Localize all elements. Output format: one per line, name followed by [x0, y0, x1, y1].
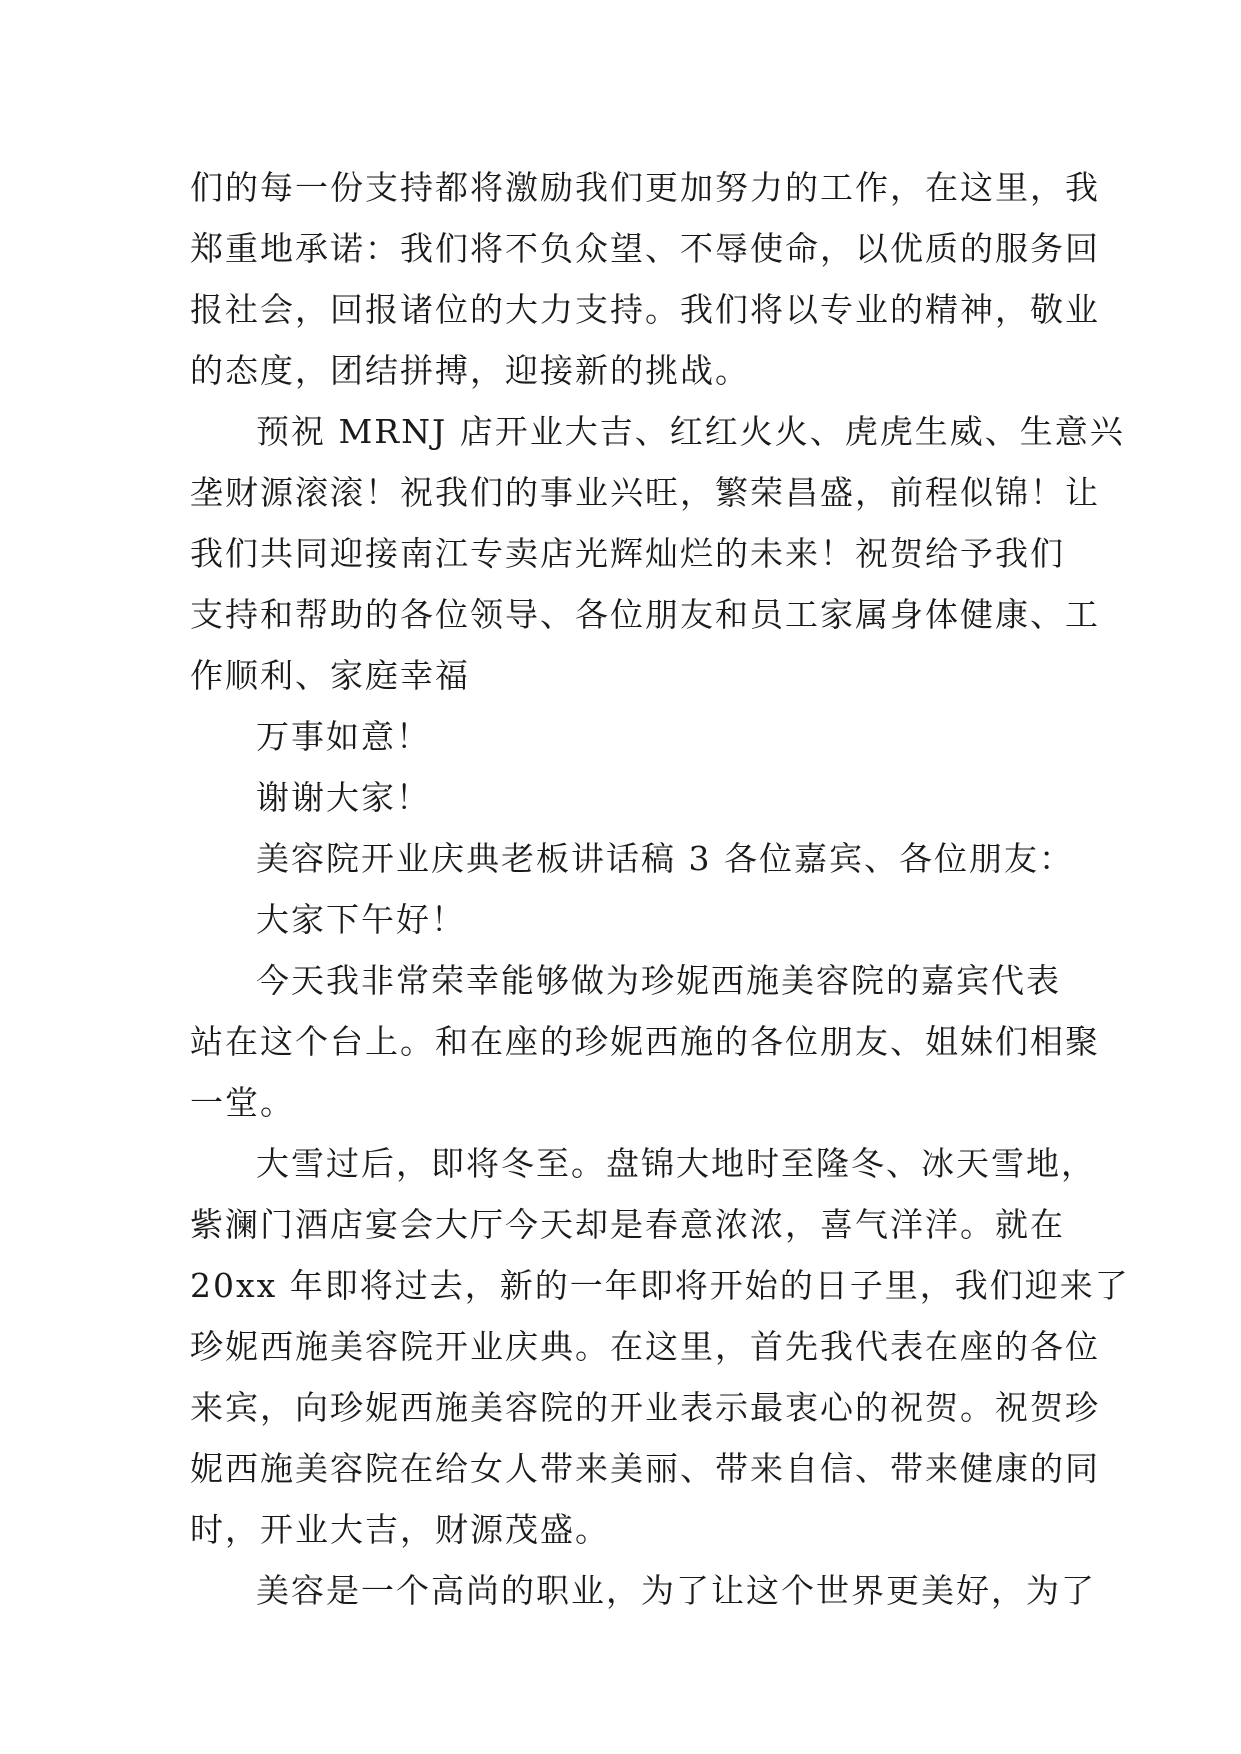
text-line: 来宾，向珍妮西施美容院的开业表示最衷心的祝贺。祝贺珍	[190, 1388, 1100, 1427]
text-line: 支持和帮助的各位领导、各位朋友和员工家属身体健康、工	[190, 595, 1100, 634]
text-line: 郑重地承诺：我们将不负众望、不辱使命，以优质的服务回	[190, 229, 1100, 268]
text-line: 我们共同迎接南江专卖店光辉灿烂的未来！祝贺给予我们	[190, 534, 1065, 573]
text-line: 一堂。	[190, 1083, 295, 1122]
text-line: 的态度，团结拼搏，迎接新的挑战。	[190, 351, 750, 390]
text-line: 万事如意！	[256, 717, 431, 756]
text-line: 珍妮西施美容院开业庆典。在这里，首先我代表在座的各位	[190, 1327, 1100, 1366]
text-line: 大雪过后，即将冬至。盘锦大地时至隆冬、冰天雪地，	[256, 1144, 1096, 1183]
text-line: 站在这个台上。和在座的珍妮西施的各位朋友、姐妹们相聚	[190, 1022, 1100, 1061]
text-line: 妮西施美容院在给女人带来美丽、带来自信、带来健康的同	[190, 1449, 1100, 1488]
text-line: 美容是一个高尚的职业，为了让这个世界更美好，为了	[256, 1571, 1096, 1610]
text-line: 作顺利、家庭幸福	[190, 656, 470, 695]
text-line: 20xx 年即将过去，新的一年即将开始的日子里，我们迎来了	[190, 1266, 1130, 1305]
text-line: 预祝 MRNJ 店开业大吉、红红火火、虎虎生威、生意兴	[256, 412, 1125, 451]
text-line: 紫澜门酒店宴会大厅今天却是春意浓浓，喜气洋洋。就在	[190, 1205, 1065, 1244]
text-line: 时，开业大吉，财源茂盛。	[190, 1510, 610, 1549]
section-heading-line: 美容院开业庆典老板讲话稿 3 各位嘉宾、各位朋友：	[256, 839, 1074, 878]
document-body	[190, 157, 1130, 1621]
text-line: 报社会，回报诸位的大力支持。我们将以专业的精神，敬业	[190, 290, 1100, 329]
text-line: 大家下午好！	[256, 900, 466, 939]
text-line: 谢谢大家！	[256, 778, 431, 817]
text-line: 今天我非常荣幸能够做为珍妮西施美容院的嘉宾代表	[256, 961, 1061, 1000]
text-line: 们的每一份支持都将激励我们更加努力的工作，在这里，我	[190, 168, 1100, 207]
text-line: 垄财源滚滚！祝我们的事业兴旺，繁荣昌盛，前程似锦！让	[190, 473, 1100, 512]
